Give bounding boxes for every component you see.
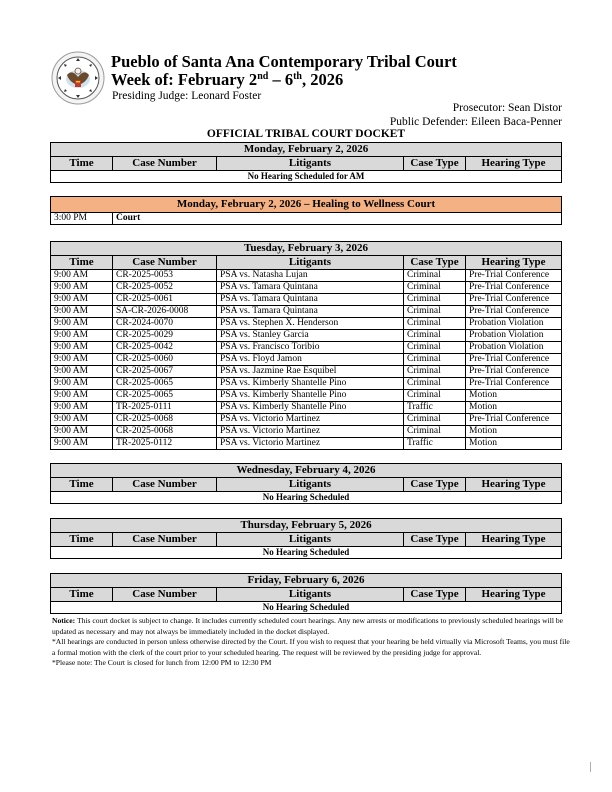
col-case-type: Case Type [404, 478, 466, 492]
cell-time: 9:00 AM [51, 354, 113, 366]
wednesday-table [50, 463, 562, 504]
cell-time: 9:00 AM [51, 426, 113, 438]
public-defender: Public Defender: Eileen Baca-Penner [389, 116, 562, 128]
cell-time: 9:00 AM [51, 282, 113, 294]
cell-litigants: PSA vs. Tamara Quintana [217, 294, 404, 306]
cell-case-number: CR-2025-0053 [113, 270, 217, 282]
cell-case-number: CR-2024-0070 [113, 318, 217, 330]
day-heading: Monday, February 2, 2026 [51, 143, 562, 157]
table-row [51, 330, 562, 342]
cell-case-type: Criminal [404, 378, 466, 390]
table-row [51, 426, 562, 438]
week-range [111, 71, 457, 89]
cell-litigants: PSA vs. Victorio Martinez [217, 426, 404, 438]
col-case-number: Case Number [113, 533, 217, 547]
cell-case-type: Criminal [404, 330, 466, 342]
col-hearing-type: Hearing Type [466, 588, 562, 602]
day-heading: Wednesday, February 4, 2026 [51, 464, 562, 478]
cell-time: 9:00 AM [51, 390, 113, 402]
no-hearing-message: No Hearing Scheduled [51, 547, 562, 559]
cell-hearing-type: Pre-Trial Conference [466, 306, 562, 318]
cell-hearing-type: Probation Violation [466, 330, 562, 342]
col-litigants: Litigants [217, 588, 404, 602]
court-name: Pueblo of Santa Ana Contemporary Tribal Court [111, 52, 457, 71]
col-case-type: Case Type [404, 588, 466, 602]
col-case-type: Case Type [404, 157, 466, 171]
cell-litigants: PSA vs. Kimberly Shantelle Pino [217, 378, 404, 390]
cell-litigants: PSA vs. Stanley Garcia [217, 330, 404, 342]
lunch-note: *Please note: The Court is closed for lunch from 12:00 PM to 12:30 PM [52, 658, 272, 668]
friday-table [50, 573, 562, 614]
cell-litigants: PSA vs. Tamara Quintana [217, 306, 404, 318]
week-end: – 6 [268, 70, 294, 89]
cell-case-type: Criminal [404, 270, 466, 282]
col-time: Time [51, 256, 113, 270]
cell-litigants: PSA vs. Jazmine Rae Esquibel [217, 366, 404, 378]
prosecutor: Prosecutor: Sean Distor [452, 102, 562, 114]
cell-hearing-type: Motion [466, 390, 562, 402]
col-hearing-type: Hearing Type [466, 478, 562, 492]
cell-case-type: Traffic [404, 402, 466, 414]
week-year: , 2026 [301, 70, 344, 89]
cell-litigants: PSA vs. Kimberly Shantelle Pino [217, 390, 404, 402]
col-case-number: Case Number [113, 588, 217, 602]
presiding-judge: Presiding Judge: Leonard Foster [112, 90, 262, 102]
table-row [51, 306, 562, 318]
cell-case-number: CR-2025-0052 [113, 282, 217, 294]
notice-paragraph [52, 616, 572, 637]
cell-case-type: Criminal [404, 342, 466, 354]
col-case-type: Case Type [404, 533, 466, 547]
col-hearing-type: Hearing Type [466, 157, 562, 171]
table-row [51, 414, 562, 426]
cell-case-number: CR-2025-0061 [113, 294, 217, 306]
day-heading: Thursday, February 5, 2026 [51, 519, 562, 533]
col-time: Time [51, 533, 113, 547]
col-time: Time [51, 588, 113, 602]
col-litigants: Litigants [217, 478, 404, 492]
page-edge-marker [590, 762, 591, 772]
cell-hearing-type: Pre-Trial Conference [466, 414, 562, 426]
col-hearing-type: Hearing Type [466, 256, 562, 270]
table-row [51, 402, 562, 414]
cell-litigants: PSA vs. Tamara Quintana [217, 282, 404, 294]
col-time: Time [51, 157, 113, 171]
healing-court-label: Court [113, 213, 562, 225]
cell-case-number: CR-2025-0060 [113, 354, 217, 366]
ordinal-suffix: nd [257, 71, 269, 82]
cell-case-type: Traffic [404, 438, 466, 450]
ordinal-suffix: th [293, 71, 302, 82]
virtual-hearing-note: *All hearings are conducted in person unless otherwise directed by the Court. If you wish to request that your hearing be held virtually via Microsoft Teams, you must file a formal motion with the clerk of the court prior to your scheduled hearing. The request will be reviewed by the presiding judge for approval. [52, 637, 570, 657]
table-row [51, 366, 562, 378]
cell-time: 9:00 AM [51, 306, 113, 318]
cell-case-type: Criminal [404, 306, 466, 318]
col-litigants: Litigants [217, 157, 404, 171]
col-litigants: Litigants [217, 533, 404, 547]
cell-litigants: PSA vs. Natasha Lujan [217, 270, 404, 282]
cell-time: 9:00 AM [51, 378, 113, 390]
col-case-type: Case Type [404, 256, 466, 270]
monday-table [50, 142, 562, 183]
col-case-number: Case Number [113, 256, 217, 270]
docket-title: OFFICIAL TRIBAL COURT DOCKET [206, 128, 406, 140]
cell-hearing-type: Pre-Trial Conference [466, 282, 562, 294]
table-row [51, 378, 562, 390]
table-row [51, 294, 562, 306]
col-case-number: Case Number [113, 157, 217, 171]
day-heading: Tuesday, February 3, 2026 [51, 242, 562, 256]
court-seal-icon [51, 51, 105, 105]
cell-case-number: TR-2025-0111 [113, 402, 217, 414]
table-row [51, 342, 562, 354]
cell-case-type: Criminal [404, 426, 466, 438]
cell-litigants: PSA vs. Kimberly Shantelle Pino [217, 402, 404, 414]
col-litigants: Litigants [217, 256, 404, 270]
day-heading: Friday, February 6, 2026 [51, 574, 562, 588]
cell-case-type: Criminal [404, 354, 466, 366]
cell-case-type: Criminal [404, 282, 466, 294]
cell-case-type: Criminal [404, 366, 466, 378]
cell-time: 9:00 AM [51, 294, 113, 306]
no-hearing-message: No Hearing Scheduled [51, 602, 562, 614]
table-row [51, 270, 562, 282]
cell-case-number: CR-2025-0068 [113, 414, 217, 426]
cell-hearing-type: Probation Violation [466, 342, 562, 354]
no-hearing-message: No Hearing Scheduled [51, 492, 562, 504]
cell-case-number: CR-2025-0042 [113, 342, 217, 354]
cell-time: 9:00 AM [51, 330, 113, 342]
cell-litigants: PSA vs. Victorio Martinez [217, 438, 404, 450]
cell-hearing-type: Pre-Trial Conference [466, 366, 562, 378]
table-row [51, 354, 562, 366]
healing-time: 3:00 PM [51, 213, 113, 225]
cell-case-number: CR-2025-0067 [113, 366, 217, 378]
cell-time: 9:00 AM [51, 402, 113, 414]
cell-case-number: SA-CR-2026-0008 [113, 306, 217, 318]
cell-case-type: Criminal [404, 294, 466, 306]
cell-case-number: CR-2025-0029 [113, 330, 217, 342]
cell-time: 9:00 AM [51, 438, 113, 450]
healing-heading: Monday, February 2, 2026 – Healing to Wellness Court [51, 197, 562, 213]
cell-hearing-type: Motion [466, 438, 562, 450]
cell-hearing-type: Motion [466, 402, 562, 414]
cell-case-number: CR-2025-0068 [113, 426, 217, 438]
cell-case-type: Criminal [404, 390, 466, 402]
healing-wellness-table [50, 196, 562, 225]
cell-hearing-type: Motion [466, 426, 562, 438]
cell-hearing-type: Pre-Trial Conference [466, 354, 562, 366]
thursday-table [50, 518, 562, 559]
table-row [51, 438, 562, 450]
table-row [51, 318, 562, 330]
cell-hearing-type: Pre-Trial Conference [466, 378, 562, 390]
cell-time: 9:00 AM [51, 366, 113, 378]
cell-case-number: CR-2025-0065 [113, 378, 217, 390]
tuesday-table [50, 241, 562, 450]
week-start: Week of: February 2 [111, 70, 258, 89]
cell-case-number: CR-2025-0065 [113, 390, 217, 402]
cell-hearing-type: Pre-Trial Conference [466, 294, 562, 306]
cell-litigants: PSA vs. Floyd Jamon [217, 354, 404, 366]
cell-case-number: TR-2025-0112 [113, 438, 217, 450]
cell-time: 9:00 AM [51, 318, 113, 330]
cell-hearing-type: Pre-Trial Conference [466, 270, 562, 282]
table-row [51, 282, 562, 294]
col-time: Time [51, 478, 113, 492]
table-row [51, 390, 562, 402]
cell-litigants: PSA vs. Stephen X. Henderson [217, 318, 404, 330]
cell-litigants: PSA vs. Francisco Toribio [217, 342, 404, 354]
cell-time: 9:00 AM [51, 270, 113, 282]
court-staff [390, 101, 562, 129]
cell-hearing-type: Probation Violation [466, 318, 562, 330]
court-header [111, 53, 457, 103]
notice-text: This court docket is subject to change. It includes currently scheduled court hearings. Any new arrests or modifications to previously scheduled hearings will be updated as necessary and may not always be immediately included in the docket displayed. [52, 616, 564, 636]
cell-litigants: PSA vs. Victorio Martinez [217, 414, 404, 426]
no-hearing-message: No Hearing Scheduled for AM [51, 171, 562, 183]
cell-time: 9:00 AM [51, 342, 113, 354]
cell-case-type: Criminal [404, 414, 466, 426]
notice-label: Notice: [52, 616, 76, 625]
col-hearing-type: Hearing Type [466, 533, 562, 547]
cell-time: 9:00 AM [51, 414, 113, 426]
col-case-number: Case Number [113, 478, 217, 492]
cell-case-type: Criminal [404, 318, 466, 330]
notice-section [52, 616, 572, 669]
